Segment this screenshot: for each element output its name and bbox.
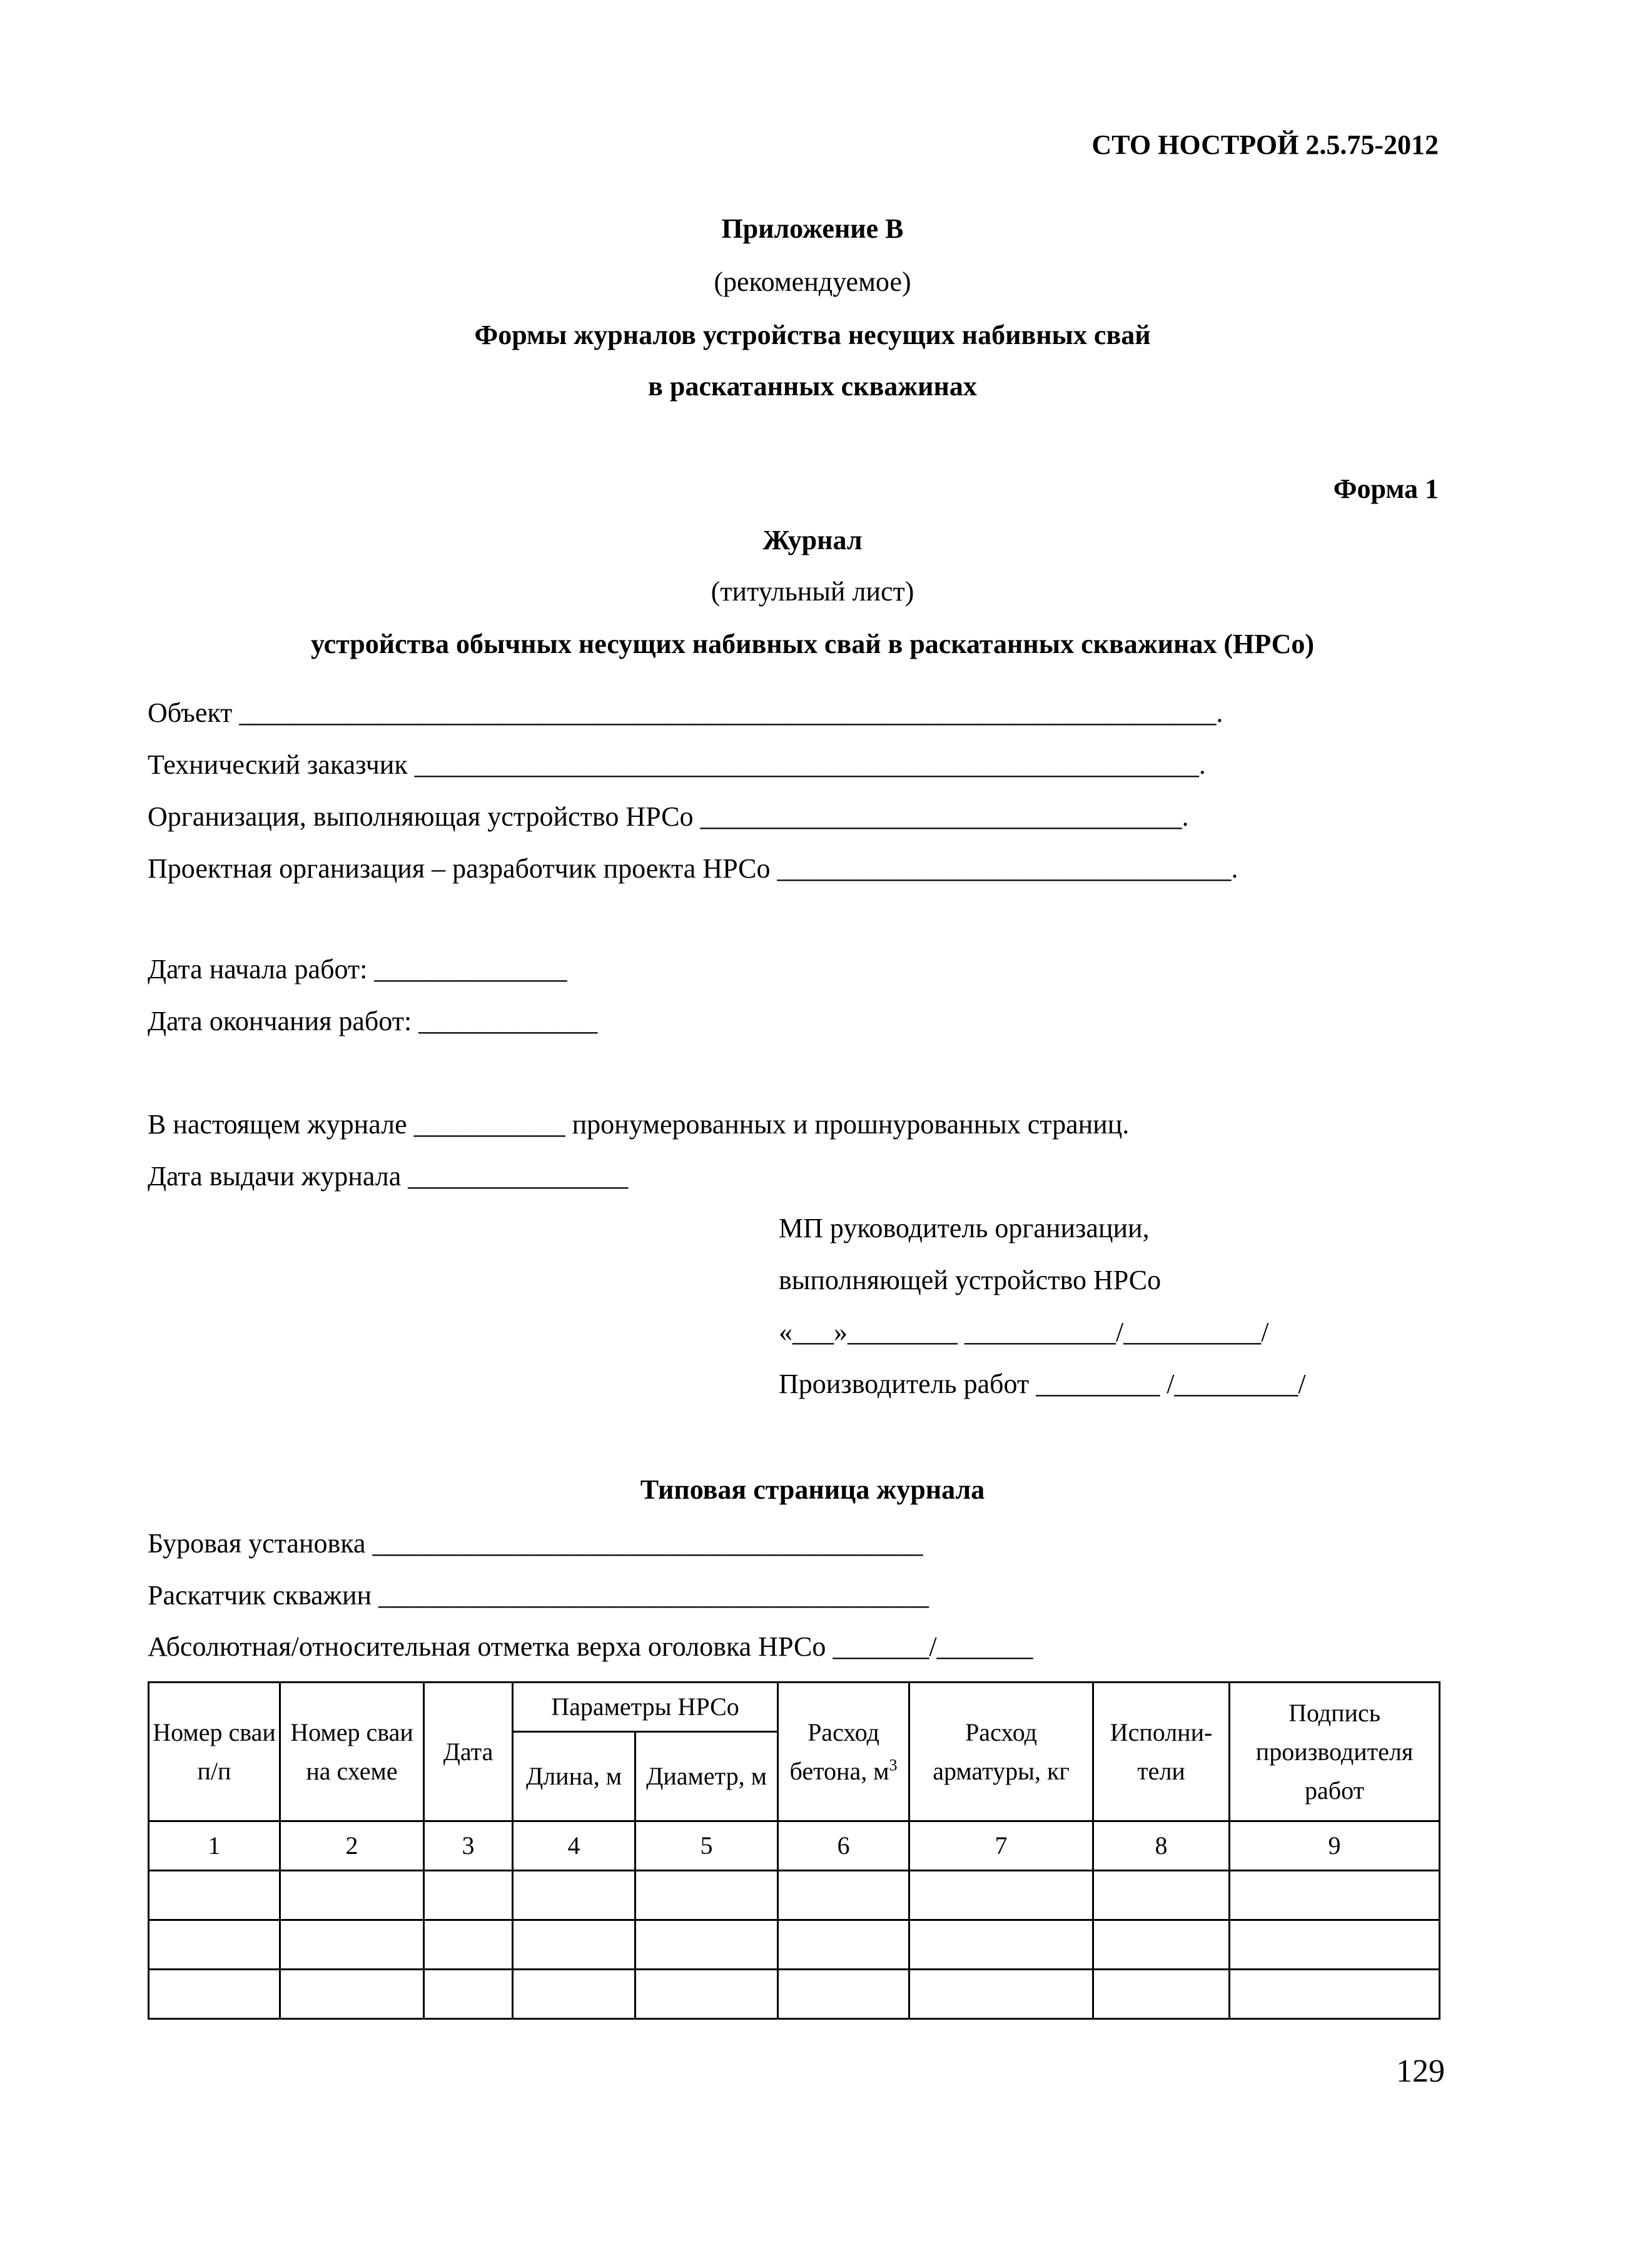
signature-line4: Производитель работ _________ /_________/ <box>779 1369 1306 1399</box>
table-cell <box>513 1970 635 2019</box>
column-number: 9 <box>1230 1821 1440 1871</box>
table-cell <box>149 1970 280 2019</box>
header-cell: Номер сваи п/п <box>149 1683 280 1821</box>
column-number: 5 <box>635 1821 778 1871</box>
column-number: 3 <box>424 1821 513 1871</box>
table-cell <box>635 1920 778 1970</box>
signature-line3: «___»________ ___________/__________/ <box>779 1317 1269 1347</box>
table-cell <box>280 1970 424 2019</box>
table-cell <box>909 1970 1093 2019</box>
signature-line1: МП руководитель организации, <box>779 1213 1150 1243</box>
field-start-date: Дата начала работ: ______________ <box>148 954 567 985</box>
header-cell: Подпись производителя работ <box>1230 1683 1440 1821</box>
header-cell: Номер сваи на схеме <box>280 1683 424 1821</box>
header-superscript: 3 <box>889 1756 898 1774</box>
table-cell <box>1093 1920 1230 1970</box>
field-issue-date: Дата выдачи журнала ________________ <box>148 1161 629 1192</box>
field-elevation: Абсолютная/относительная отметка верха оголовка НРСо _______/_______ <box>148 1631 1033 1662</box>
column-number: 2 <box>280 1821 424 1871</box>
table-cell <box>1230 1970 1440 2019</box>
table-cell <box>909 1871 1093 1920</box>
table-row <box>149 1871 1440 1920</box>
typical-page-title: Типовая страница журнала <box>640 1474 985 1505</box>
table-cell <box>280 1871 424 1920</box>
column-number: 7 <box>909 1821 1093 1871</box>
table-cell <box>149 1920 280 1970</box>
table-header-row <box>149 1683 1440 1732</box>
table-cell <box>635 1871 778 1920</box>
form-label: Форма 1 <box>1333 473 1439 504</box>
form-title: Журнал <box>762 525 863 555</box>
field-contractor: Организация, выполняющая устройство НРСо ___________________________________. <box>148 801 1189 832</box>
header-cell: Расход арматуры, кг <box>909 1683 1093 1821</box>
table-cell <box>1230 1871 1440 1920</box>
table-row <box>149 1970 1440 2019</box>
table-cell <box>778 1920 909 1970</box>
table-cell <box>424 1871 513 1920</box>
column-number: 4 <box>513 1821 635 1871</box>
appendix-subtitle: (рекомендуемое) <box>714 266 911 297</box>
table-number-row <box>149 1821 1440 1871</box>
table-cell <box>424 1920 513 1970</box>
table-cell <box>909 1920 1093 1970</box>
table-cell <box>424 1970 513 2019</box>
header-group-cell: Параметры НРСо <box>513 1683 778 1732</box>
signature-line2: выполняющей устройство НРСо <box>779 1265 1162 1295</box>
header-cell: Исполни-тели <box>1093 1683 1230 1821</box>
field-pages: В настоящем журнале ___________ пронумерованных и прошнурованных страниц. <box>148 1109 1130 1140</box>
appendix-title: Приложение В <box>721 213 904 244</box>
appendix-heading-line1: Формы журналов устройства несущих набивных свай <box>474 320 1151 350</box>
table-cell <box>1093 1871 1230 1920</box>
table-cell <box>778 1871 909 1920</box>
table-cell <box>635 1970 778 2019</box>
table-cell <box>149 1871 280 1920</box>
table-cell <box>1230 1920 1440 1970</box>
field-rig: Буровая установка ________________________________________ <box>148 1528 923 1559</box>
table-cell <box>1093 1970 1230 2019</box>
column-number: 6 <box>778 1821 909 1871</box>
table-cell <box>513 1871 635 1920</box>
header-cell: Диаметр, м <box>635 1732 778 1821</box>
table-cell <box>513 1920 635 1970</box>
form-heading: устройства обычных несущих набивных свай в раскатанных скважинах (НРСо) <box>310 629 1315 659</box>
appendix-heading-line2: в раскатанных скважинах <box>648 371 977 402</box>
field-object: Объект _______________________________________________________________________. <box>148 697 1223 728</box>
header-text: Расход бетона, м <box>789 1718 889 1785</box>
header-cell: Длина, м <box>513 1732 635 1821</box>
field-designer: Проектная организация – разработчик проекта НРСо _________________________________. <box>148 853 1238 884</box>
doc-code: СТО НОСТРОЙ 2.5.75-2012 <box>1091 129 1439 160</box>
header-cell <box>778 1683 909 1821</box>
form-subtitle: (титульный лист) <box>711 576 914 607</box>
table-cell <box>778 1970 909 2019</box>
column-number: 8 <box>1093 1821 1230 1871</box>
page-number: 129 <box>1396 2053 1445 2089</box>
table-row <box>149 1920 1440 1970</box>
field-end-date: Дата окончания работ: _____________ <box>148 1006 598 1036</box>
journal-table <box>148 1681 1440 2020</box>
field-customer: Технический заказчик _________________________________________________________. <box>148 749 1206 780</box>
column-number: 1 <box>149 1821 280 1871</box>
header-cell: Дата <box>424 1683 513 1821</box>
table-cell <box>280 1920 424 1970</box>
field-roller: Раскатчик скважин ________________________________________ <box>148 1580 929 1611</box>
